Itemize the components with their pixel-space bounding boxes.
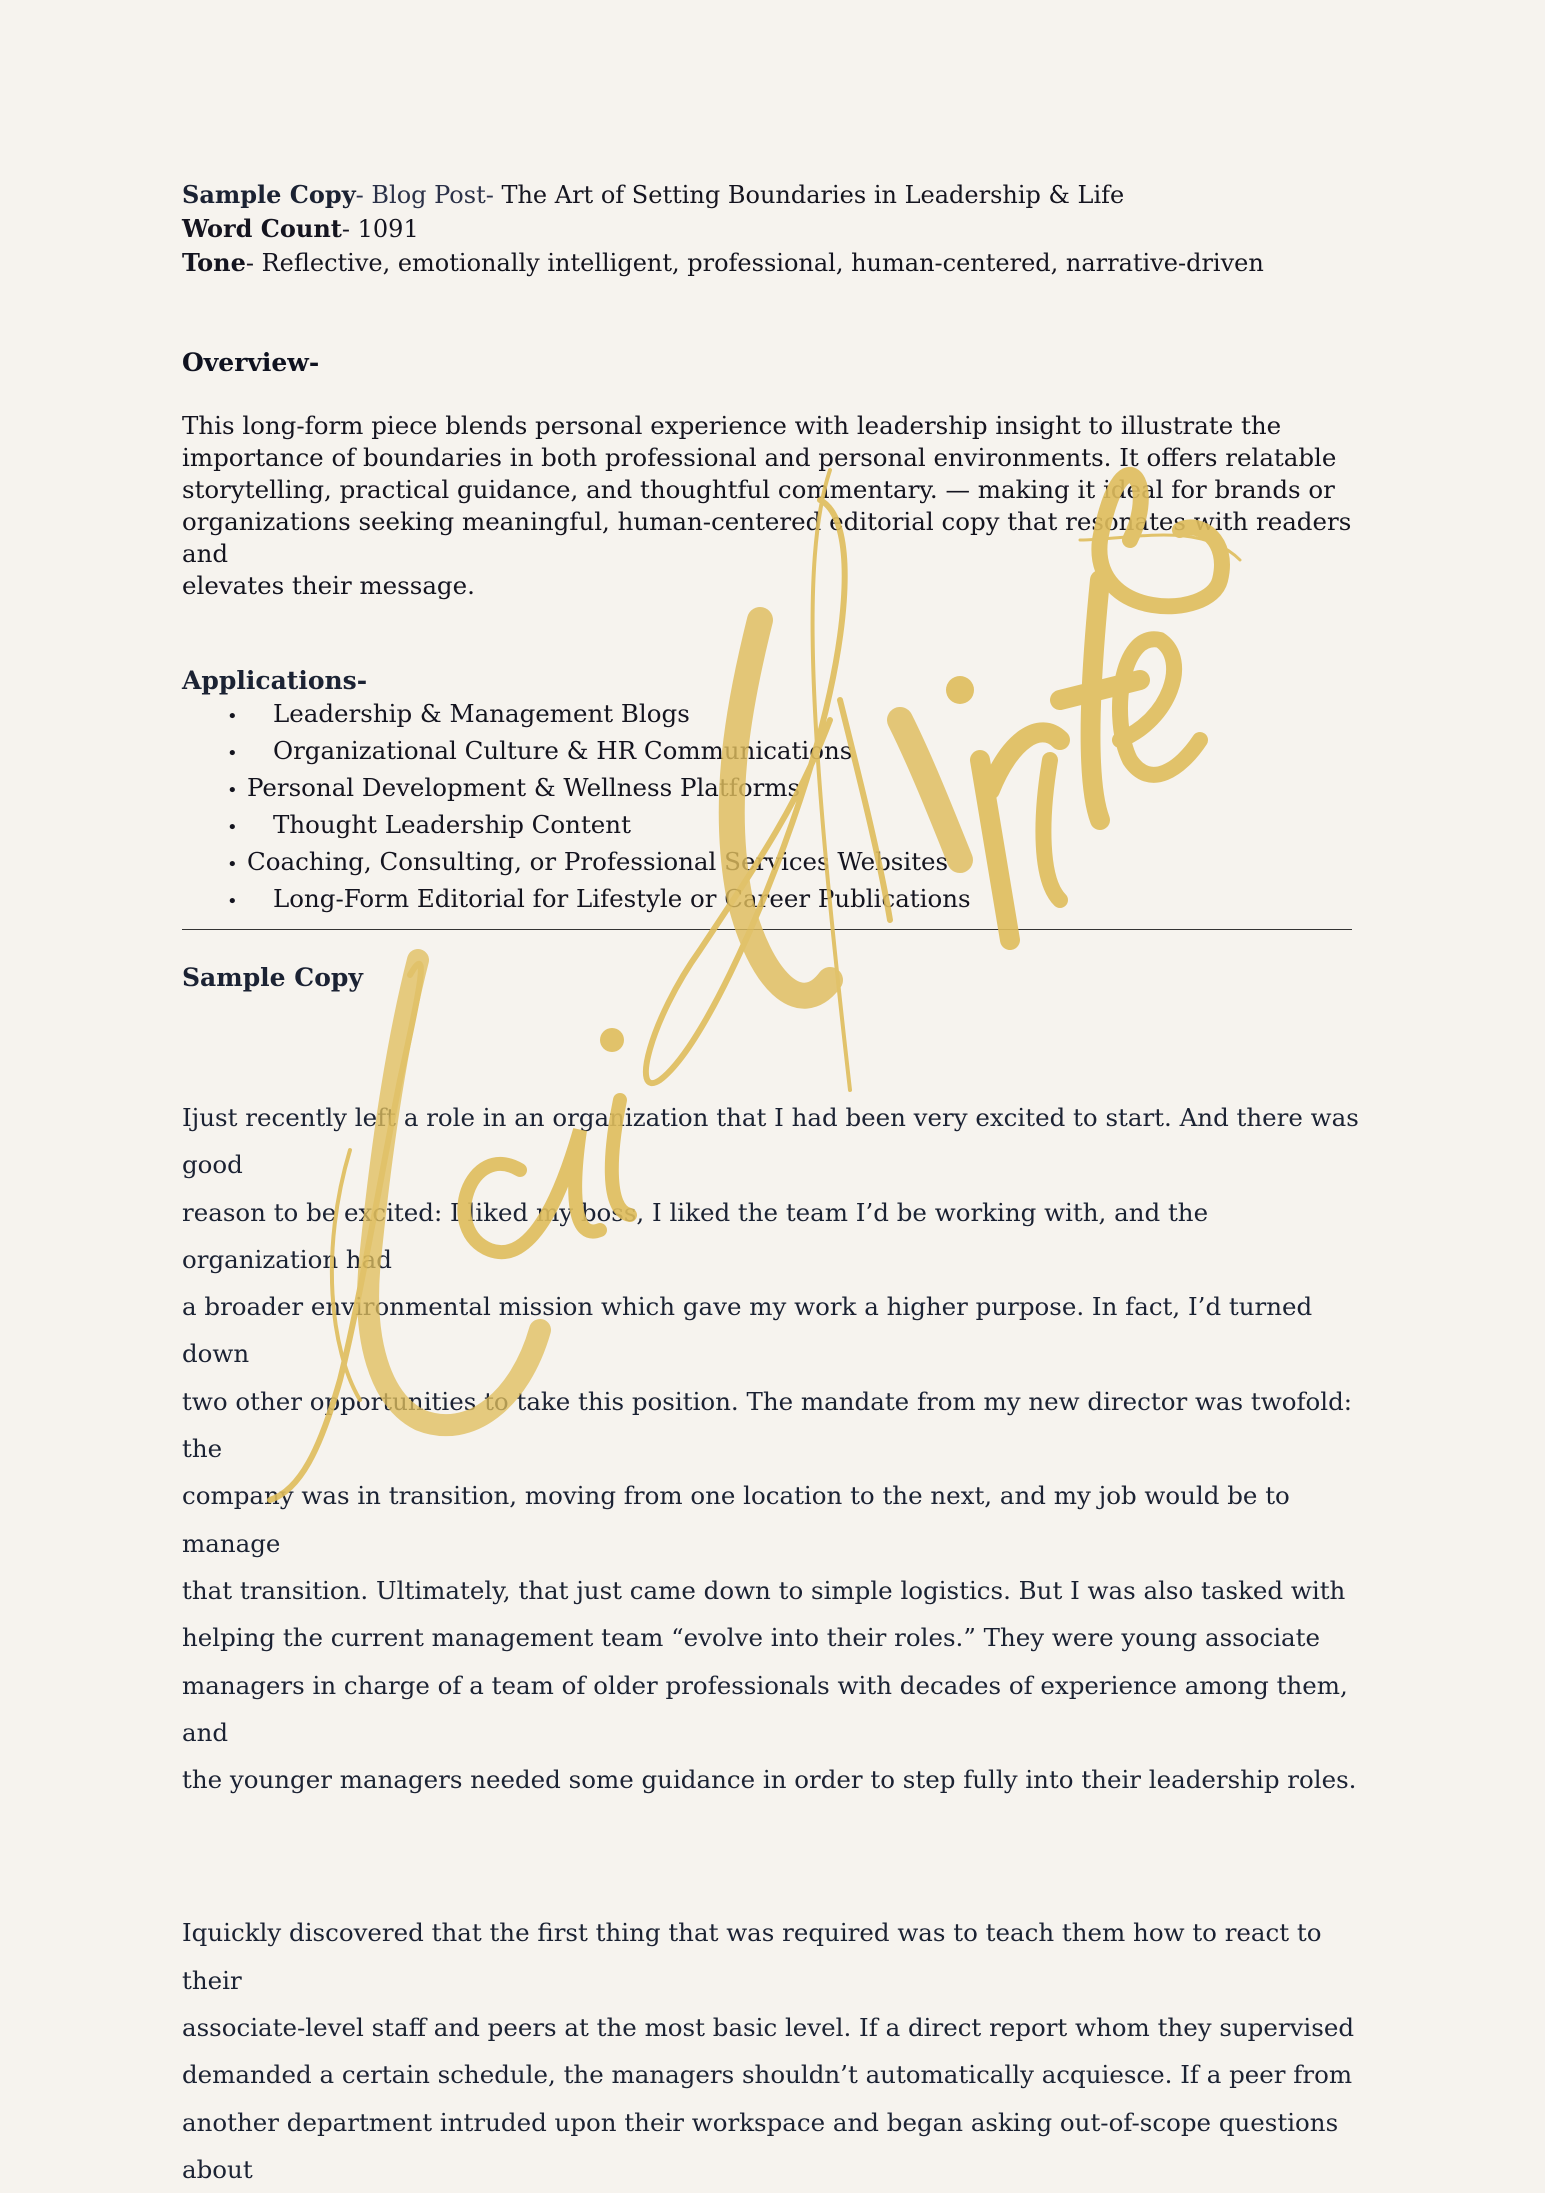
sample-copy-label: Sample Copy (182, 180, 356, 209)
bullet-icon: • (227, 780, 238, 801)
paragraph-line: that transition. Ultimately, that just came down to simple logistics. But I was also tasked with (182, 1575, 1346, 1605)
paragraph-line: demanded a certain schedule, the managers shouldn’t automatically acquiesce. If a peer from (182, 2060, 1353, 2090)
bullet-icon: • (227, 743, 238, 764)
bullet-icon: • (227, 891, 238, 912)
overview-line: This long-form piece blends personal experience with leadership insight to illustrate the (182, 411, 1282, 440)
paragraph-line: managers in charge of a team of older professionals with decades of experience among them, and (182, 1670, 1348, 1747)
overview-heading: Overview- (182, 348, 320, 377)
list-item: • Thought Leadership Content (182, 808, 1362, 845)
bullet-icon: • (227, 854, 238, 875)
list-item: • Leadership & Management Blogs (182, 697, 1362, 734)
applications-heading: Applications- (182, 666, 368, 695)
paragraph-line: company was in transition, moving from one location to the next, and my job would be to manage (182, 1481, 1290, 1558)
word-count-line (182, 212, 1362, 246)
tone-value: - Reflective, emotionally intelligent, professional, human-centered, narrative-driven (245, 249, 1264, 277)
paragraph-line: two other opportunities to take this position. The mandate from my new director was twofold: the (182, 1386, 1353, 1464)
paragraph-line: associate-level staff and peers at the most basic level. If a direct report whom they supervised (182, 2013, 1355, 2043)
word-count-value: - 1091 (341, 215, 419, 243)
tone-line (182, 246, 1362, 280)
overview-line: importance of boundaries in both professional and personal environments. It offers relatable (182, 443, 1337, 472)
sample-copy-type: - Blog Post- (355, 181, 494, 209)
paragraph-line: helping the current management team “evolve into their roles.” They were young associate (182, 1623, 1321, 1653)
bullet-icon: • (227, 817, 238, 838)
sample-copy-title: The Art of Setting Boundaries in Leadership & Life (493, 181, 1125, 209)
sample-copy-line (182, 178, 1362, 212)
list-item: • Organizational Culture & HR Communications (182, 734, 1362, 771)
word-count-label: Word Count (182, 214, 342, 243)
paragraph-line: Iquickly discovered that the first thing that was required was to teach them how to react to their (182, 1918, 1322, 1995)
divider-wrap (182, 919, 1362, 961)
applications-list (182, 697, 1362, 919)
horizontal-divider (182, 929, 1352, 930)
overview-line: elevates their message. (182, 571, 475, 600)
bullet-icon: • (227, 706, 238, 727)
document-page (182, 178, 1362, 2193)
overview-line: storytelling, practical guidance, and thoughtful commentary. — making it ideal for brands or (182, 475, 1335, 504)
paragraph-line: a broader environmental mission which gave my work a higher purpose. In fact, I’d turned down (182, 1292, 1313, 1369)
overview-paragraph (182, 410, 1362, 602)
paragraph-line: the younger managers needed some guidance in order to step fully into their leadership roles. (182, 1765, 1357, 1795)
sample-paragraph-1 (182, 1094, 1362, 1803)
paragraph-line: reason to be excited: I liked my boss, I liked the team I’d be working with, and the organization had (182, 1197, 1209, 1274)
paragraph-line: Ijust recently left a role in an organization that I had been very excited to start. And there was good (182, 1103, 1359, 1180)
sample-copy-heading: Sample Copy (182, 963, 363, 992)
list-item: • Personal Development & Wellness Platforms (182, 771, 1362, 808)
paragraph-line: another department intruded upon their workspace and began asking out-of-scope questions about (182, 2107, 1339, 2184)
tone-label: Tone (182, 248, 246, 277)
sample-paragraph-2 (182, 1909, 1362, 2193)
list-item: • Coaching, Consulting, or Professional Services Websites (182, 845, 1362, 882)
list-item: • Long-Form Editorial for Lifestyle or Career Publications (182, 882, 1362, 919)
overview-line: organizations seeking meaningful, human-centered editorial copy that resonates with readers and (182, 507, 1352, 568)
